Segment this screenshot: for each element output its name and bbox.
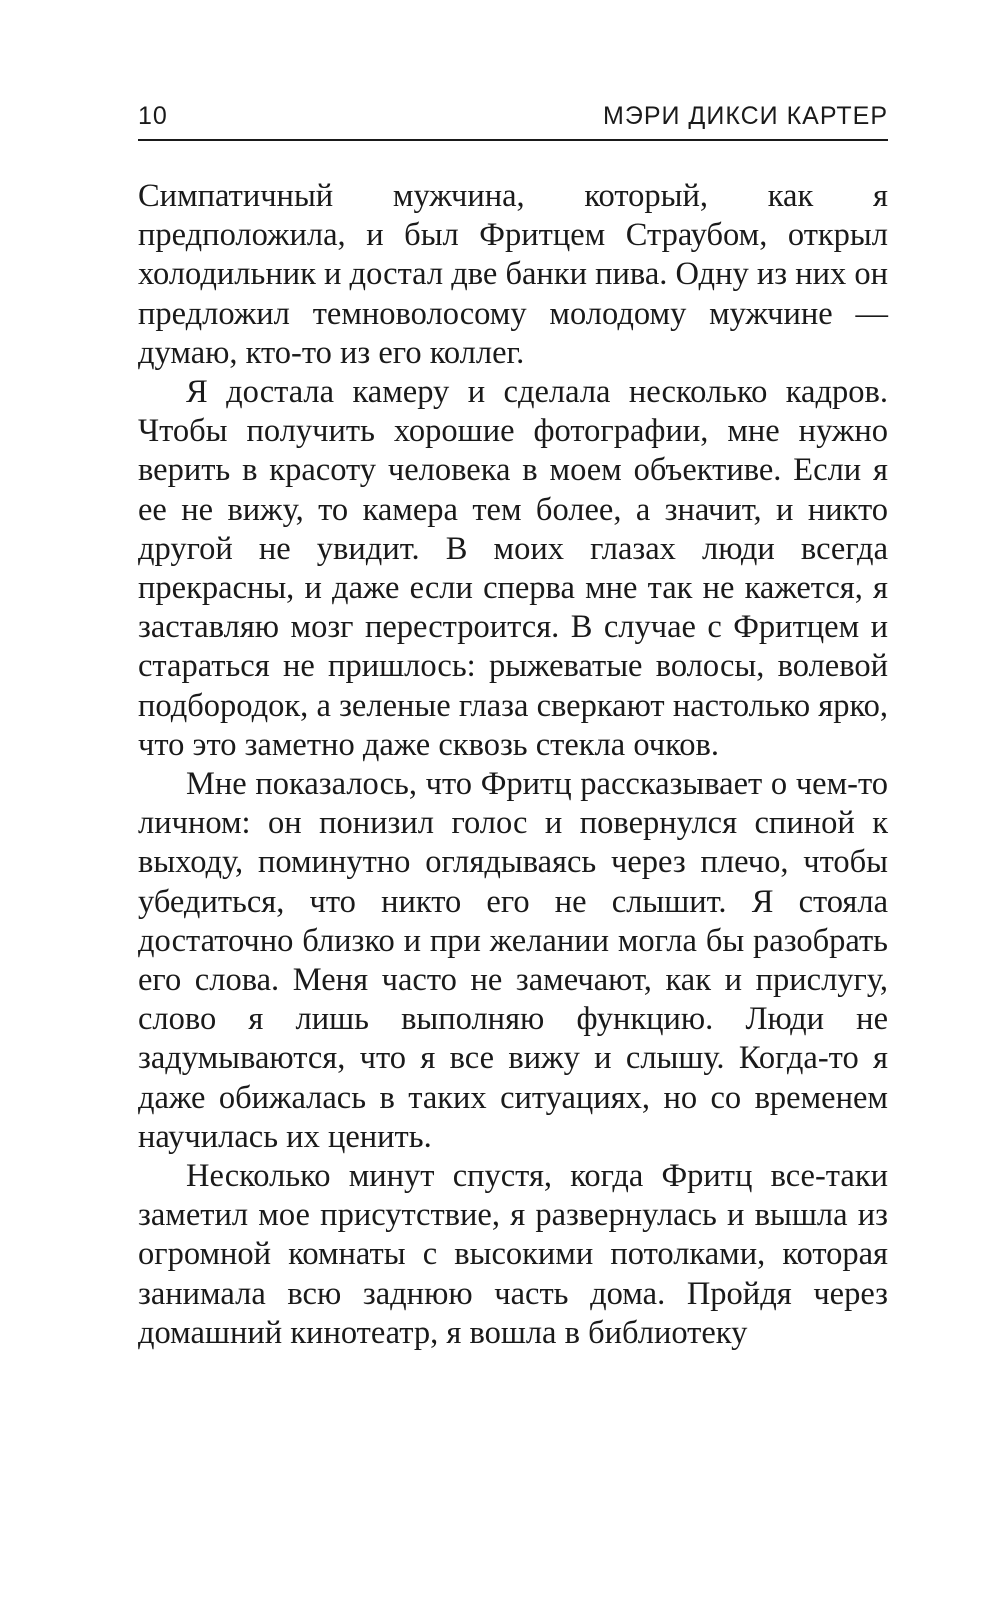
paragraph: Мне показалось, что Фритц рассказывает о чем-то личном: он понизил голос и повернулся спиной к выходу, поминутно оглядываясь через плечо, чтобы убедиться, что никто его не слышит. Я стояла достаточно близко и при желании могла бы разобрать его слова. Меня часто не замечают, как и прислугу, слово я лишь выполняю функцию. Люди не задумываются, что я все вижу и слышу. Когда-то я даже обижалась в таких ситуациях, но со временем научилась их ценить. [138, 766, 888, 1155]
paragraph: Симпатичный мужчина, который, как я предположила, и был Фритцем Страубом, открыл холодильник и достал две банки пива. Одну из них он предложил темноволосому молодому мужчине — думаю, кто-то из его коллег. [138, 178, 889, 371]
paragraph: Я достала камеру и сделала несколько кадров. Чтобы получить хорошие фотографии, мне нужно верить в красоту человека в моем объективе. Если я ее не вижу, то камера тем более, а значит, и никто другой не увидит. В моих глазах люди всегда прекрасны, и даже если сперва мне так не кажется, я заставляю мозг перестроится. В случае с Фритцем и стараться не пришлось: рыжеватые волосы, волевой подбородок, а зеленые глаза сверкают настолько ярко, что это заметно даже сквозь стекла очков. [138, 374, 888, 763]
body-text [138, 177, 888, 1353]
author-name: МЭРИ ДИКСИ КАРТЕР [603, 102, 888, 130]
page-number: 10 [138, 102, 168, 130]
paragraph: Несколько минут спустя, когда Фритц все-таки заметил мое присутствие, я развернулась и вышла из огромной комнаты с высокими потолками, которая занимала всю заднюю часть дома. Пройдя через домашний кинотеатр, я вошла в библиотеку [138, 1158, 888, 1351]
running-head [138, 98, 888, 134]
book-page [138, 98, 888, 1353]
header-rule [138, 139, 888, 141]
